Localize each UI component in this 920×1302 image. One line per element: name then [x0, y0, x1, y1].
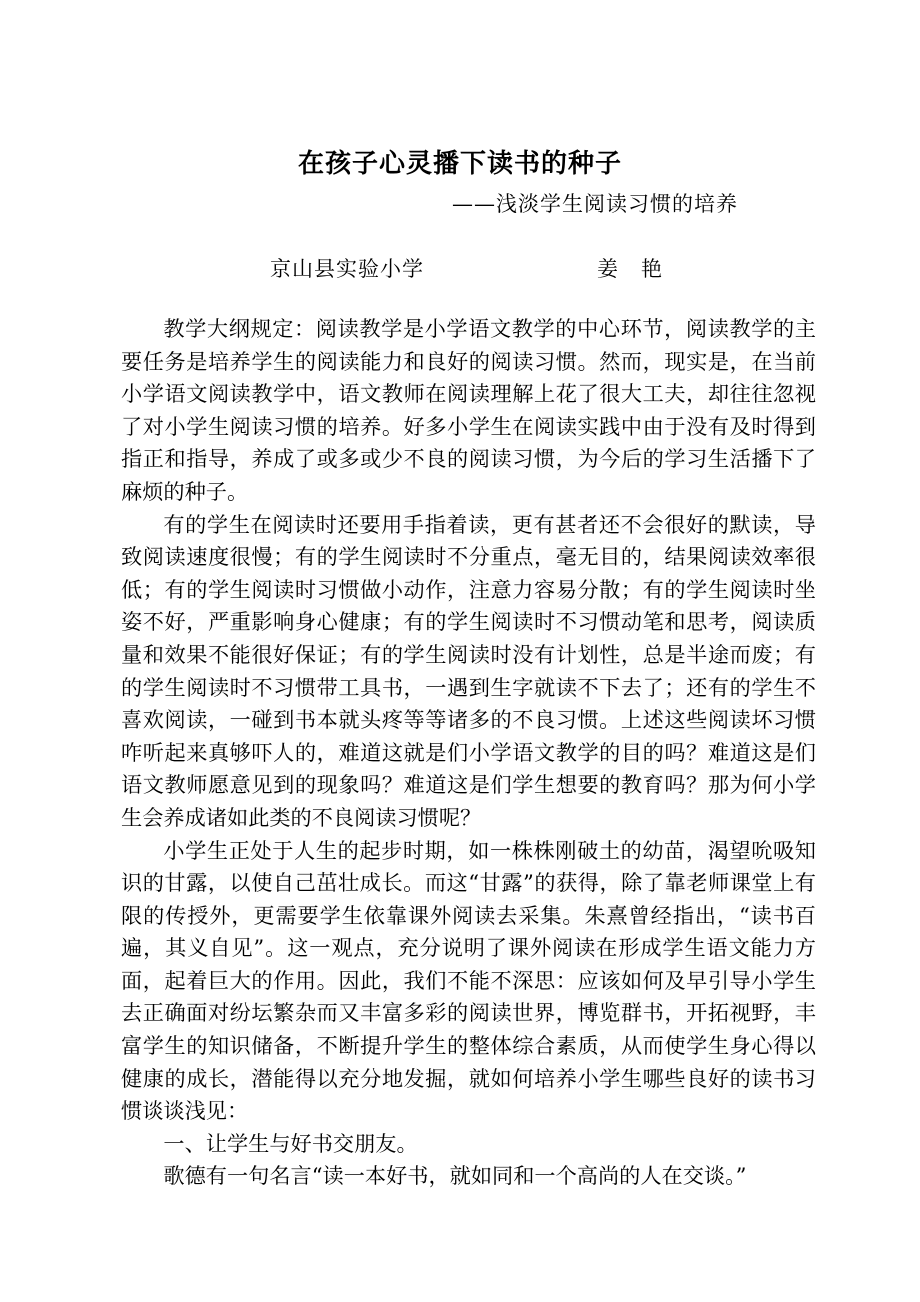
paragraph: 歌德有一句名言“读一本好书，就如同和一个高尚的人在交谈。” [163, 1163, 747, 1189]
paragraph: 有的学生在阅读时还要用手指着读，更有甚者还不会很好的默读，导致阅读速度很慢；有的学生阅读时不分重点，毫无目的，结果阅读效率很低；有的学生阅读时习惯做小动作，注意力容易分散；有的学生阅读时坐姿不好，严重影响身心健康；有的学生阅读时不习惯动笔和思考，阅读质量和效果不能很好保证；有的学生阅读时没有计划性，总是半途而废；有的学生阅读时不习惯带工具书，一遇到生字就读不下去了；还有的学生不喜欢阅读，一碰到书本就头疼等等诸多的不良习惯。上述这些阅读坏习惯咋听起来真够吓人的，难道这就是们小学语文教学的目的吗？难道这是们语文教师愿意见到的现象吗？难道这是们学生想要的教育吗？那为何小学生会养成诸如此类的不良阅读习惯呢？ [121, 511, 816, 830]
document-title: 在孩子心灵播下读书的种子 [297, 149, 622, 179]
paragraph: 教学大纲规定：阅读教学是小学语文教学的中心环节，阅读教学的主要任务是培养学生的阅读能力和良好的阅读习惯。然而，现实是，在当前小学语文阅读教学中，语文教师在阅读理解上花了很大工夫，却往往忽视了对小学生阅读习惯的培养。好多小学生在阅读实践中由于没有及时得到指正和指导，养成了或多或少不良的阅读习惯，为今后的学习生活播下了麻烦的种子。 [121, 316, 816, 504]
section-heading: 一、让学生与好书交朋友。 [163, 1130, 418, 1156]
document-body [121, 313, 816, 1193]
author-school: 京山县实验小学 [270, 257, 424, 281]
author-name: 姜 艳 [597, 257, 663, 281]
paragraph: 小学生正处于人生的起步时期，如一株株刚破土的幼苗，渴望吮吸知识的甘露，以使自己茁壮成长。而这“甘露”的获得，除了靠老师课堂上有限的传授外，更需要学生依靠课外阅读去采集。朱熹曾经指出，“读书百遍，其义自见”。这一观点，充分说明了课外阅读在形成学生语文能力方面，起着巨大的作用。因此，我们不能不深思：应该如何及早引导小学生去正确面对纷坛繁杂而又丰富多彩的阅读世界，博览群书，开拓视野，丰富学生的知识储备，不断提升学生的整体综合素质，从而使学生身心得以健康的成长，潜能得以充分地发掘，就如何培养小学生哪些良好的读书习惯谈谈浅见： [121, 837, 816, 1124]
document-subtitle: ——浅淡学生阅读习惯的培养 [452, 192, 738, 216]
